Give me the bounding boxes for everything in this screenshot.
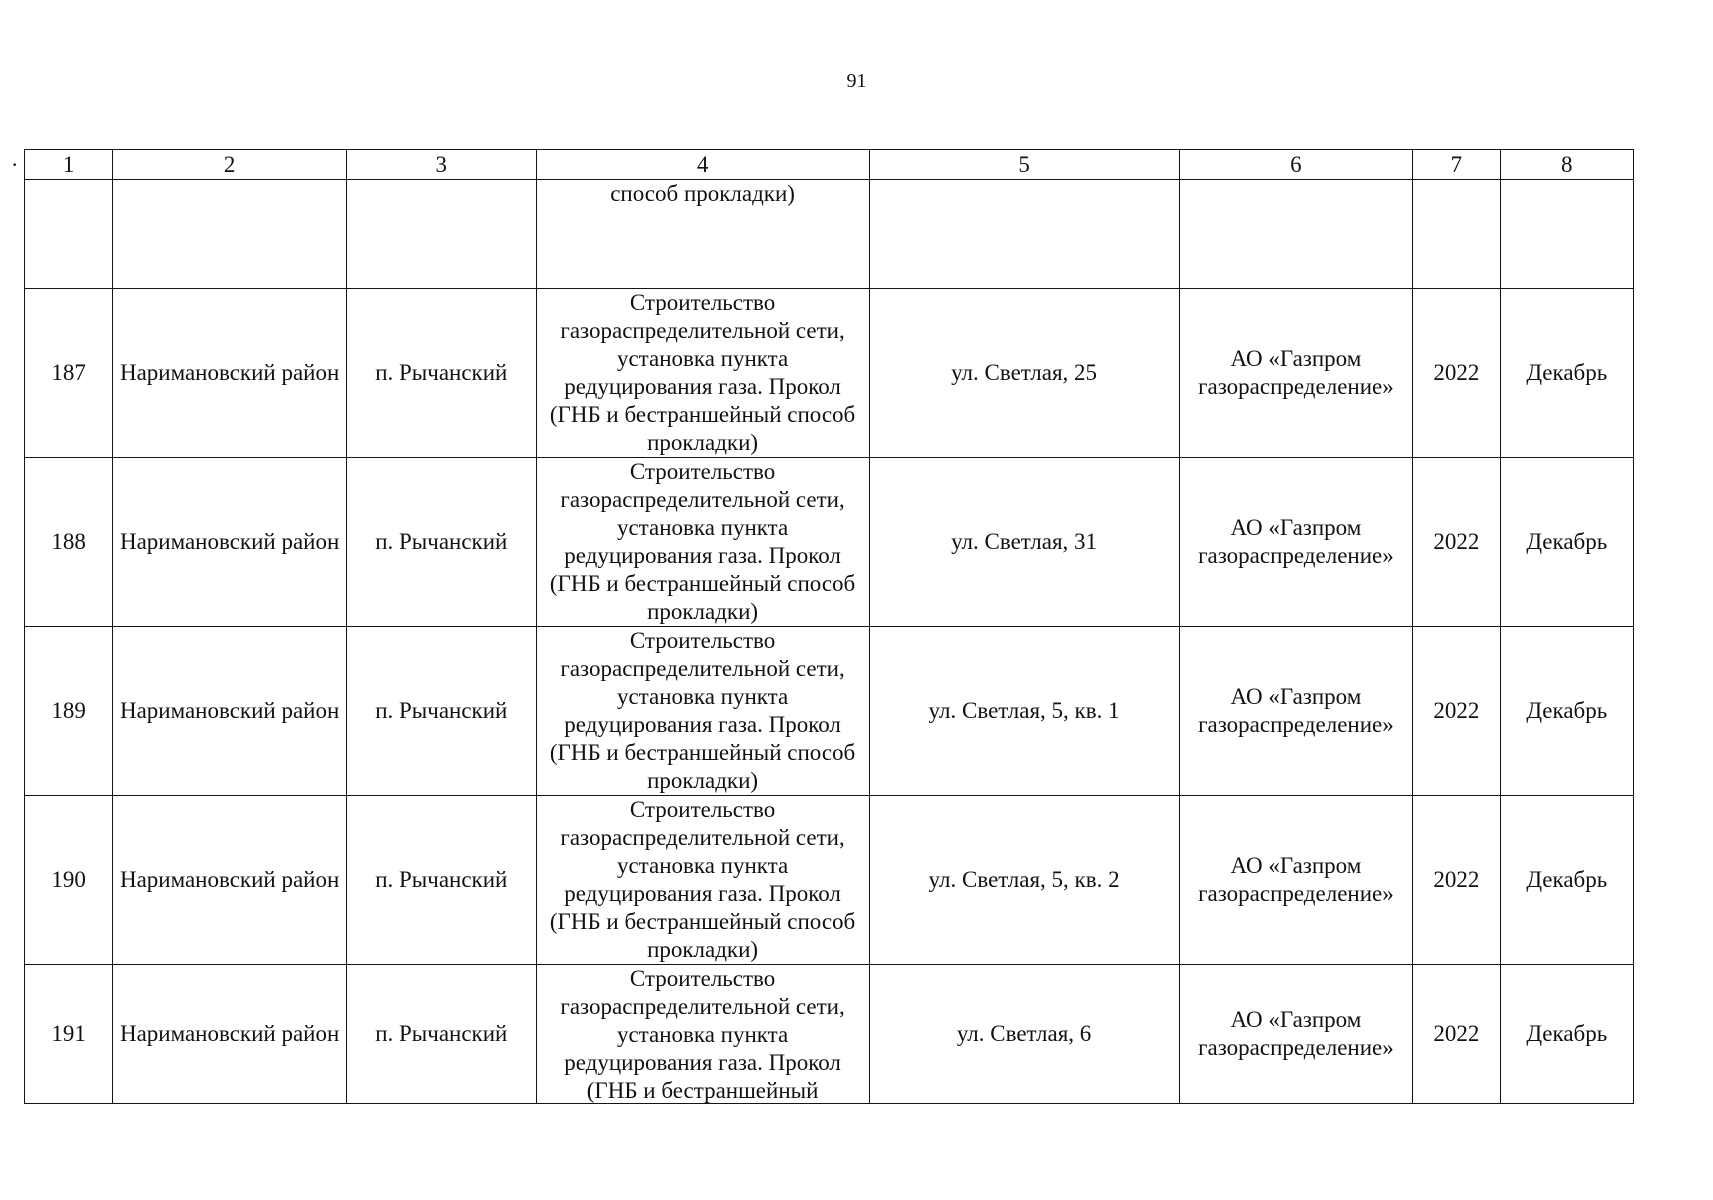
year-cell: 2022 <box>1413 965 1500 1104</box>
continuation-row <box>25 180 1634 289</box>
address-cell: ул. Светлая, 5, кв. 1 <box>869 627 1179 796</box>
settlement-cell: п. Рычанский <box>346 796 536 965</box>
page-number: 91 <box>846 70 867 92</box>
table-row <box>25 965 1634 1104</box>
district-cell: Наримановский район <box>113 289 347 458</box>
row-number: 187 <box>25 289 113 458</box>
address-cell: ул. Светлая, 5, кв. 2 <box>869 796 1179 965</box>
column-header: 4 <box>536 150 869 180</box>
organization-cell: АО «Газпром газораспределение» <box>1179 627 1413 796</box>
column-header: 2 <box>113 150 347 180</box>
year-cell: 2022 <box>1413 627 1500 796</box>
table-row <box>25 289 1634 458</box>
organization-cell: АО «Газпром газораспределение» <box>1179 796 1413 965</box>
year-cell: 2022 <box>1413 289 1500 458</box>
continuation-text: способ прокладки) <box>536 180 869 289</box>
work-description-cell: Строительство газораспределительной сети, установка пункта редуцирования газа. Прокол (ГНБ и бестраншейный способ прокладки) <box>536 289 869 458</box>
address-cell: ул. Светлая, 6 <box>869 965 1179 1104</box>
district-cell: Наримановский район <box>113 458 347 627</box>
works-table <box>24 149 1634 1104</box>
organization-cell: АО «Газпром газораспределение» <box>1179 289 1413 458</box>
work-description-text: Строительство газораспределительной сети, установка пункта редуцирования газа. Прокол (ГНБ и бестраншейный <box>560 966 845 1103</box>
organization-cell: АО «Газпром газораспределение» <box>1179 965 1413 1104</box>
settlement-cell: п. Рычанский <box>346 458 536 627</box>
year-cell: 2022 <box>1413 458 1500 627</box>
year-cell: 2022 <box>1413 796 1500 965</box>
work-description-cell <box>536 965 869 1104</box>
row-number: 191 <box>25 965 113 1104</box>
work-description-cell: Строительство газораспределительной сети, установка пункта редуцирования газа. Прокол (ГНБ и бестраншейный способ прокладки) <box>536 796 869 965</box>
settlement-cell: п. Рычанский <box>346 965 536 1104</box>
column-header: 1 <box>25 150 113 180</box>
column-header: 7 <box>1413 150 1500 180</box>
district-cell: Наримановский район <box>113 796 347 965</box>
column-header: 5 <box>869 150 1179 180</box>
district-cell: Наримановский район <box>113 627 347 796</box>
table-row <box>25 796 1634 965</box>
column-header: 6 <box>1179 150 1413 180</box>
row-number: 188 <box>25 458 113 627</box>
month-cell: Декабрь <box>1500 458 1633 627</box>
month-cell: Декабрь <box>1500 965 1633 1104</box>
district-cell: Наримановский район <box>113 965 347 1104</box>
settlement-cell: п. Рычанский <box>346 289 536 458</box>
column-header: 8 <box>1500 150 1633 180</box>
row-number: 190 <box>25 796 113 965</box>
month-cell: Декабрь <box>1500 796 1633 965</box>
address-cell: ул. Светлая, 25 <box>869 289 1179 458</box>
column-number-row <box>25 150 1634 180</box>
column-header: 3 <box>346 150 536 180</box>
settlement-cell: п. Рычанский <box>346 627 536 796</box>
work-description-cell: Строительство газораспределительной сети, установка пункта редуцирования газа. Прокол (ГНБ и бестраншейный способ прокладки) <box>536 627 869 796</box>
organization-cell: АО «Газпром газораспределение» <box>1179 458 1413 627</box>
scan-mark: · <box>11 152 19 177</box>
month-cell: Декабрь <box>1500 289 1633 458</box>
row-number: 189 <box>25 627 113 796</box>
table-row <box>25 458 1634 627</box>
work-description-cell: Строительство газораспределительной сети, установка пункта редуцирования газа. Прокол (ГНБ и бестраншейный способ прокладки) <box>536 458 869 627</box>
table-row <box>25 627 1634 796</box>
address-cell: ул. Светлая, 31 <box>869 458 1179 627</box>
month-cell: Декабрь <box>1500 627 1633 796</box>
